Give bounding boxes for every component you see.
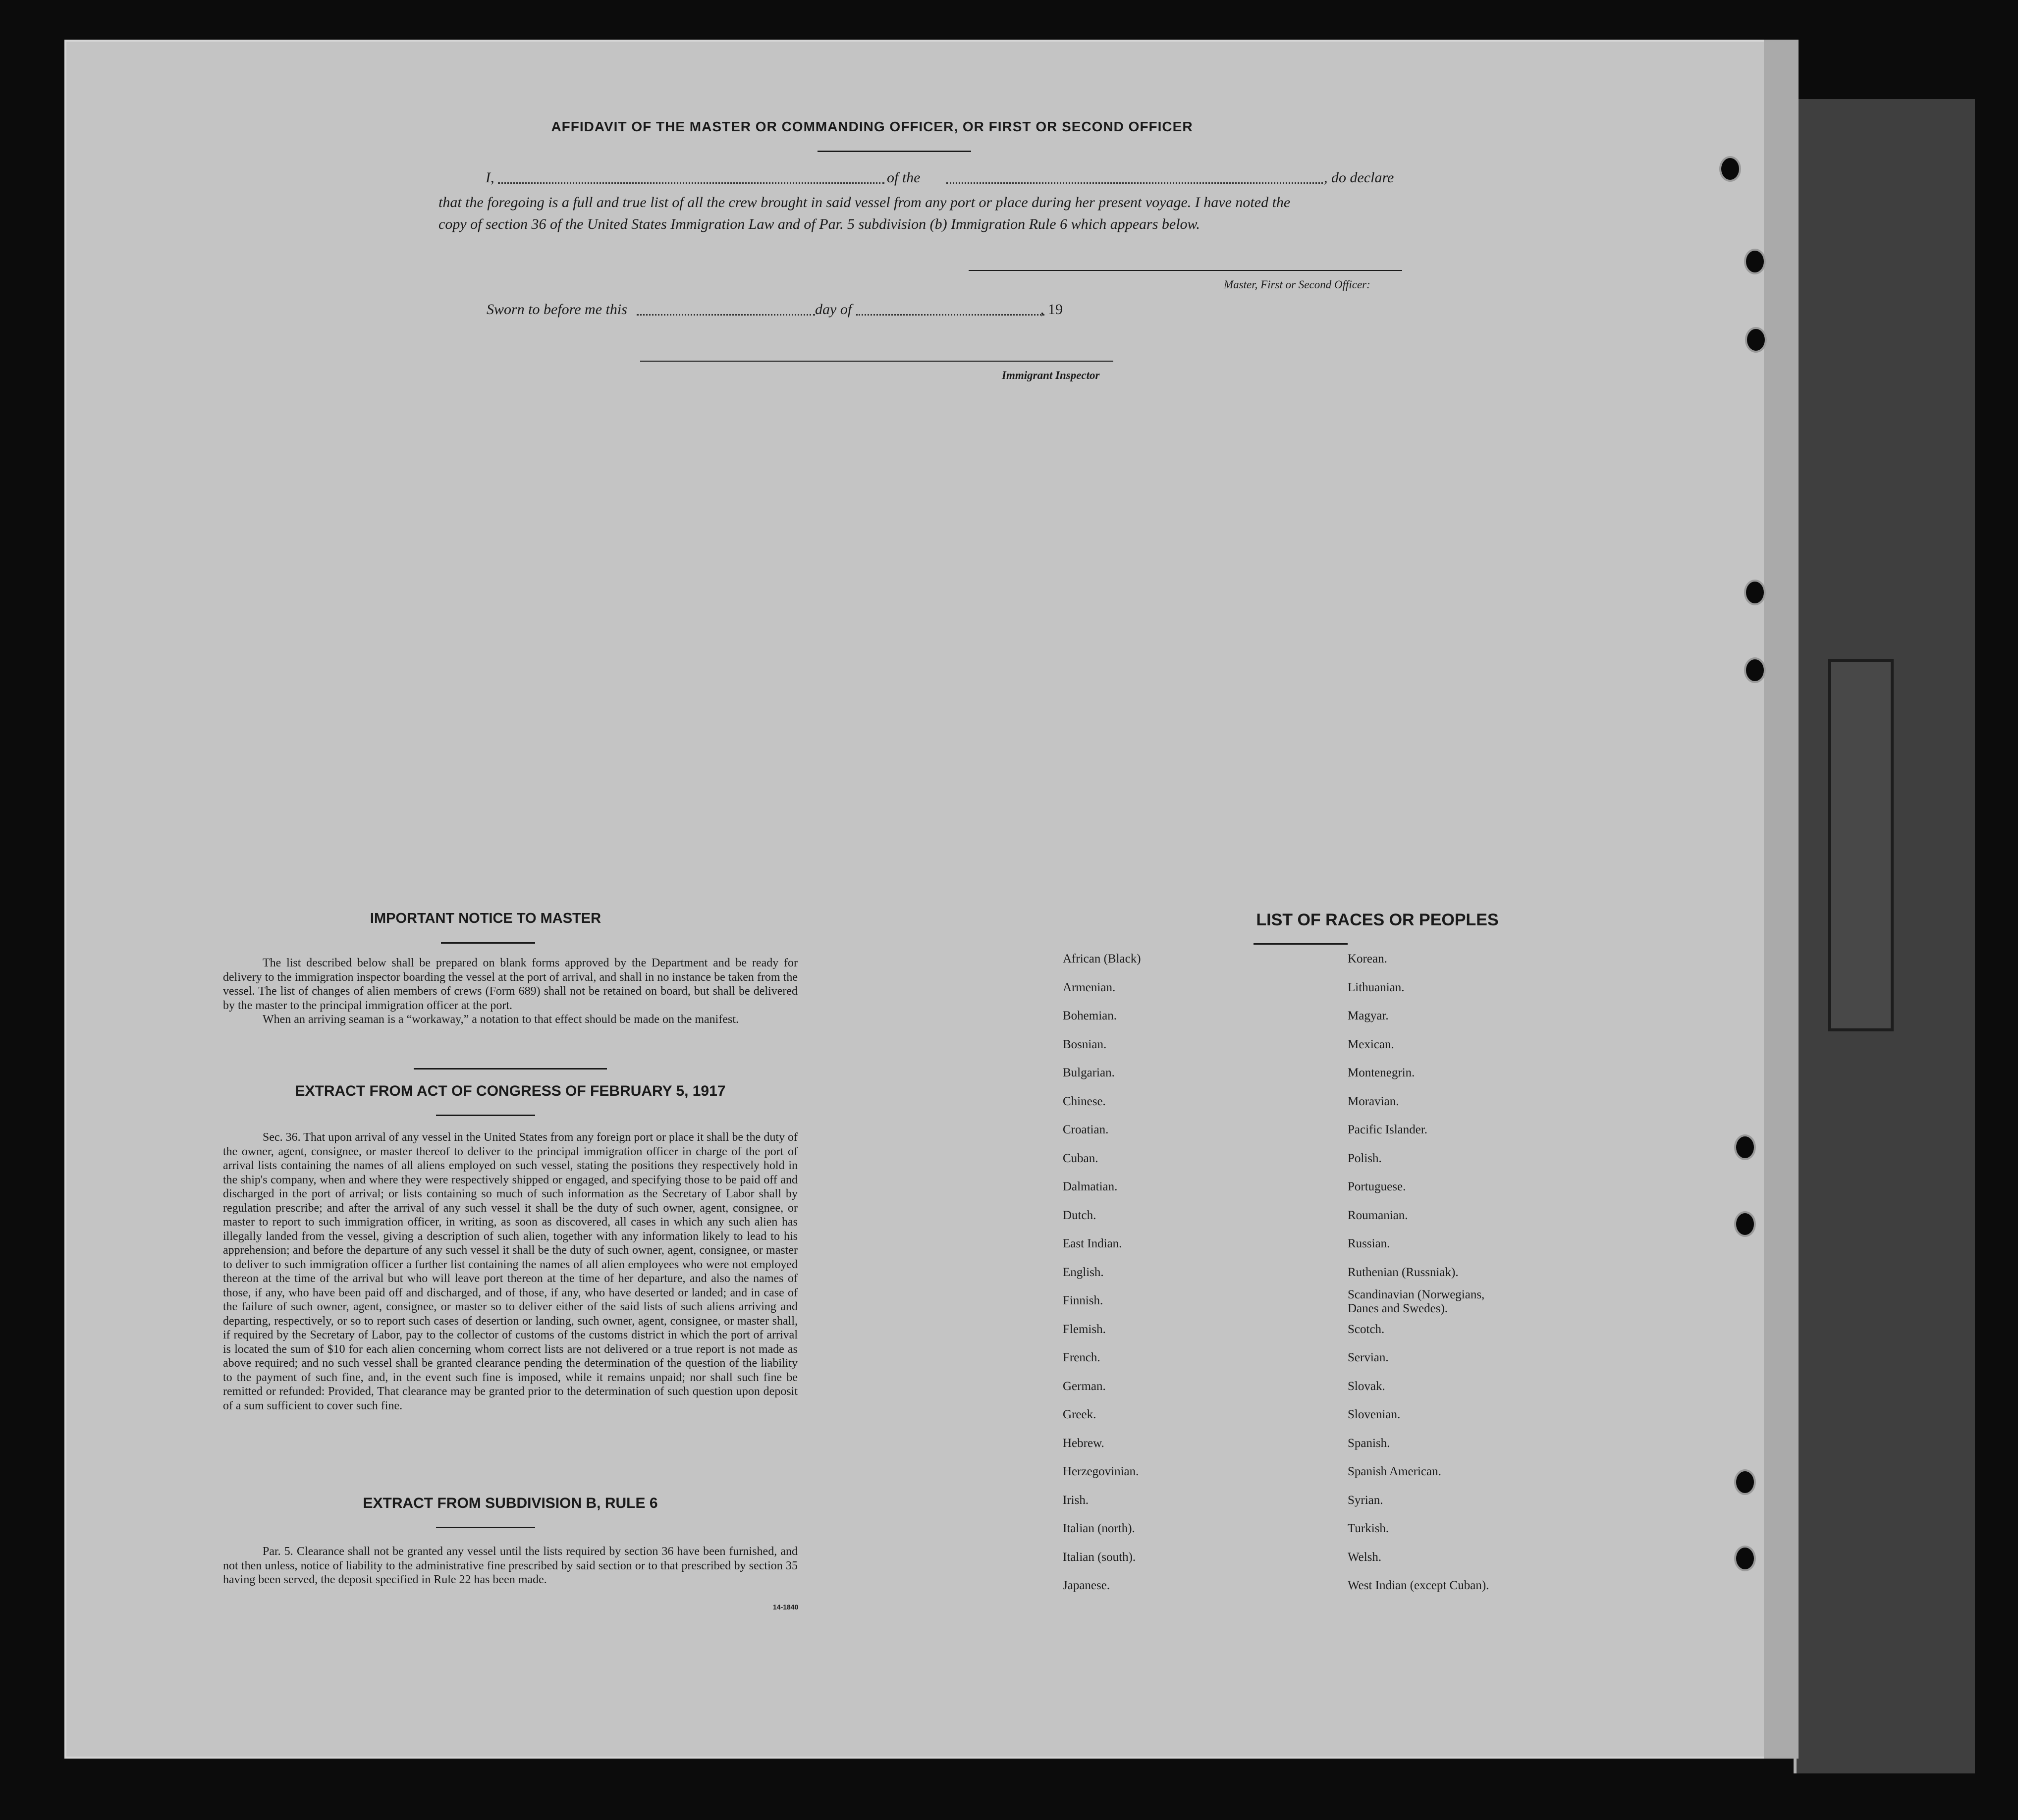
affidavit-of-the-label: of the [887, 169, 921, 186]
punch-hole [1734, 1134, 1756, 1160]
race-list-item: Portuguese. [1348, 1180, 1406, 1193]
affidavit-i-label: I, [486, 169, 494, 186]
form-number: 14-1840 [773, 1603, 799, 1611]
inspector-caption: Immigrant Inspector [1002, 369, 1100, 381]
race-list-item: African (Black) [1063, 952, 1141, 965]
punch-hole [1734, 1469, 1756, 1495]
race-list-item: Scotch. [1348, 1322, 1385, 1336]
punch-hole [1734, 1546, 1756, 1571]
year-label: , 19 [1040, 301, 1063, 318]
punch-hole [1719, 156, 1741, 182]
extract-act-underline [436, 1115, 535, 1116]
extract-act-body [223, 1130, 798, 1413]
name-field-line[interactable] [498, 182, 884, 184]
race-list-item: French. [1063, 1351, 1100, 1364]
race-list-item: Bulgarian. [1063, 1066, 1115, 1079]
extract-rule-underline [436, 1527, 535, 1528]
punch-hole [1745, 327, 1767, 353]
race-list-item: Italian (north). [1063, 1522, 1135, 1535]
race-list-item: Turkish. [1348, 1522, 1389, 1535]
race-list-item: Croatian. [1063, 1123, 1109, 1136]
sworn-label: Sworn to before me this [487, 301, 627, 318]
race-list-item: Flemish. [1063, 1322, 1106, 1336]
race-list-item: Slovenian. [1348, 1408, 1401, 1421]
vessel-field-line[interactable] [946, 182, 1323, 184]
race-list-item: Spanish American. [1348, 1465, 1441, 1478]
sworn-month-field-line[interactable] [856, 314, 1044, 316]
race-list-item: Armenian. [1063, 980, 1116, 994]
race-list-item: Greek. [1063, 1408, 1096, 1421]
race-list-item: Roumanian. [1348, 1208, 1408, 1222]
day-of-label: day of [815, 301, 852, 318]
race-list-item: Slovak. [1348, 1379, 1385, 1393]
sworn-day-field-line[interactable] [637, 314, 815, 316]
notice-underline [441, 942, 535, 944]
master-signature-line[interactable] [969, 270, 1402, 271]
race-list-item: Irish. [1063, 1493, 1089, 1507]
race-list-item: Syrian. [1348, 1493, 1383, 1507]
extract-rule-text: Par. 5. Clearance shall not be granted any vessel until the lists required by section 36 have been furnished, and not then unless, notice of liability to the administrative fine prescribed by said section or to that prescribed by section 35 having been served, the deposit specified in Rule 22 has been made. [223, 1545, 798, 1586]
extract-rule-body [223, 1545, 798, 1587]
race-list-item: Dalmatian. [1063, 1180, 1118, 1193]
notice-title: IMPORTANT NOTICE TO MASTER [370, 910, 601, 926]
races-column-2 [1348, 952, 1511, 1607]
title-underline [818, 151, 971, 152]
page-edge [1764, 40, 1799, 1759]
race-list-item: English. [1063, 1265, 1104, 1279]
race-list-item: Chinese. [1063, 1094, 1106, 1108]
race-list-item: West Indian (except Cuban). [1348, 1579, 1489, 1592]
races-column-1 [1063, 952, 1141, 1607]
punch-hole [1744, 249, 1766, 274]
affidavit-line-2: that the foregoing is a full and true list of all the crew brought in said vessel from any port or place during her present voyage. I have noted the [438, 194, 1291, 211]
race-list-item: Scandinavian (Norwegians, Danes and Swedes). [1348, 1288, 1485, 1315]
race-list-item: Welsh. [1348, 1550, 1382, 1564]
race-list-item: Hebrew. [1063, 1436, 1104, 1450]
extract-act-text: Sec. 36. That upon arrival of any vessel in the United States from any foreign port or place it shall be the duty of the owner, agent, consignee, or master thereof to deliver to the principal immigration officer in charge of the port of arrival lists containing the names of all aliens employed on such vessel, stating the positions they respectively hold in the ship's company, when and where they were respectively shipped or engaged, and specifying those to be paid off and discharged in the port of arrival; or lists containing so much of such information as the Secretary of Labor shall by regulation prescribe; and after the arrival of any such vessel it shall be the duty of such owner, agent, consignee, or master to report to such immigration officer, in writing, as soon as discovered, all cases in which any such alien has illegally landed from the vessel, giving a description of such alien, together with any information likely to lead to his apprehension; and before the departure of any such vessel it shall be the duty of such owner, agent, consignee, or master to deliver to such immigration officer a further list containing the names of all alien employees who were not employed thereon at the time of the arrival but who will leave port thereon at the time of her departure, and also the names of those, if any, who have been paid off and discharged, and of those, if any, who have deserted or landed; and in case of the failure of such owner, agent, consignee, or master so to deliver either of the said lists of such aliens arriving and departing, respectively, or so to report such cases of desertion or landing, such owner, agent, consignee, or master shall, if required by the Secretary of Labor, pay to the collector of customs of the customs district in which the port of arrival is located the sum of $10 for each alien concerning whom correct lists are not delivered or a true report is not made as above required; and no such vessel shall be granted clearance pending the determination of the question of the liability to the payment of such fine, and, in the event such fine is imposed, while it remains unpaid; nor shall such fine be remitted or refunded: Provided, That clearance may be granted prior to the determination of such question upon deposit of a sum sufficient to cover such fine. [223, 1131, 798, 1412]
inspector-signature-line[interactable] [640, 361, 1113, 362]
notice-body [223, 956, 798, 1027]
background-sheet-box [1828, 659, 1894, 1031]
race-list-item: Lithuanian. [1348, 980, 1405, 994]
race-list-item: Spanish. [1348, 1436, 1390, 1450]
punch-hole [1734, 1211, 1756, 1237]
race-list-item: German. [1063, 1379, 1106, 1393]
race-list-item: Finnish. [1063, 1294, 1103, 1307]
race-list-item: Herzegovinian. [1063, 1465, 1139, 1478]
race-list-item: Italian (south). [1063, 1550, 1136, 1564]
race-list-item: Magyar. [1348, 1009, 1389, 1022]
race-list-item: Korean. [1348, 952, 1387, 965]
race-list-item: Russian. [1348, 1237, 1390, 1250]
race-list-item: Dutch. [1063, 1208, 1096, 1222]
master-caption: Master, First or Second Officer: [1224, 278, 1370, 291]
notice-paragraph: The list described below shall be prepared on blank forms approved by the Department and be ready for delivery to the immigration inspector boarding the vessel at the port of arrival, and shall in no instance be taken from the vessel. The list of changes of alien members of crews (Form 689) shall not be retained on board, but shall be delivered by the master to the principal immigration officer at the port. [223, 957, 798, 1012]
affidavit-line-3: copy of section 36 of the United States Immigration Law and of Par. 5 subdivision (b) Immigration Rule 6 which appears below. [438, 216, 1200, 232]
punch-hole [1744, 657, 1766, 683]
race-list-item: Pacific Islander. [1348, 1123, 1428, 1136]
race-list-item: Servian. [1348, 1351, 1389, 1364]
race-list-item: Japanese. [1063, 1579, 1110, 1592]
race-list-item: Bosnian. [1063, 1037, 1107, 1051]
extract-act-title: EXTRACT FROM ACT OF CONGRESS OF FEBRUARY 5, 1917 [295, 1083, 726, 1099]
extract-rule-title: EXTRACT FROM SUBDIVISION B, RULE 6 [363, 1495, 658, 1511]
notice-paragraph: When an arriving seaman is a “workaway,” a notation to that effect should be made on the manifest. [263, 1013, 739, 1026]
races-title-underline [1254, 943, 1348, 945]
races-list-title: LIST OF RACES OR PEOPLES [1256, 910, 1499, 929]
race-list-item: Mexican. [1348, 1037, 1394, 1051]
race-list-item: East Indian. [1063, 1237, 1122, 1250]
race-list-item: Ruthenian (Russniak). [1348, 1265, 1459, 1279]
affidavit-do-declare: , do declare [1324, 169, 1394, 186]
race-list-item: Bohemian. [1063, 1009, 1117, 1022]
race-list-item: Cuban. [1063, 1151, 1098, 1165]
race-list-item: Montenegrin. [1348, 1066, 1415, 1079]
punch-hole [1744, 580, 1766, 605]
race-list-item: Polish. [1348, 1151, 1382, 1165]
affidavit-title: AFFIDAVIT OF THE MASTER OR COMMANDING OFFICER, OR FIRST OR SECOND OFFICER [551, 119, 1193, 134]
section-divider [414, 1068, 607, 1070]
race-list-item: Moravian. [1348, 1094, 1399, 1108]
